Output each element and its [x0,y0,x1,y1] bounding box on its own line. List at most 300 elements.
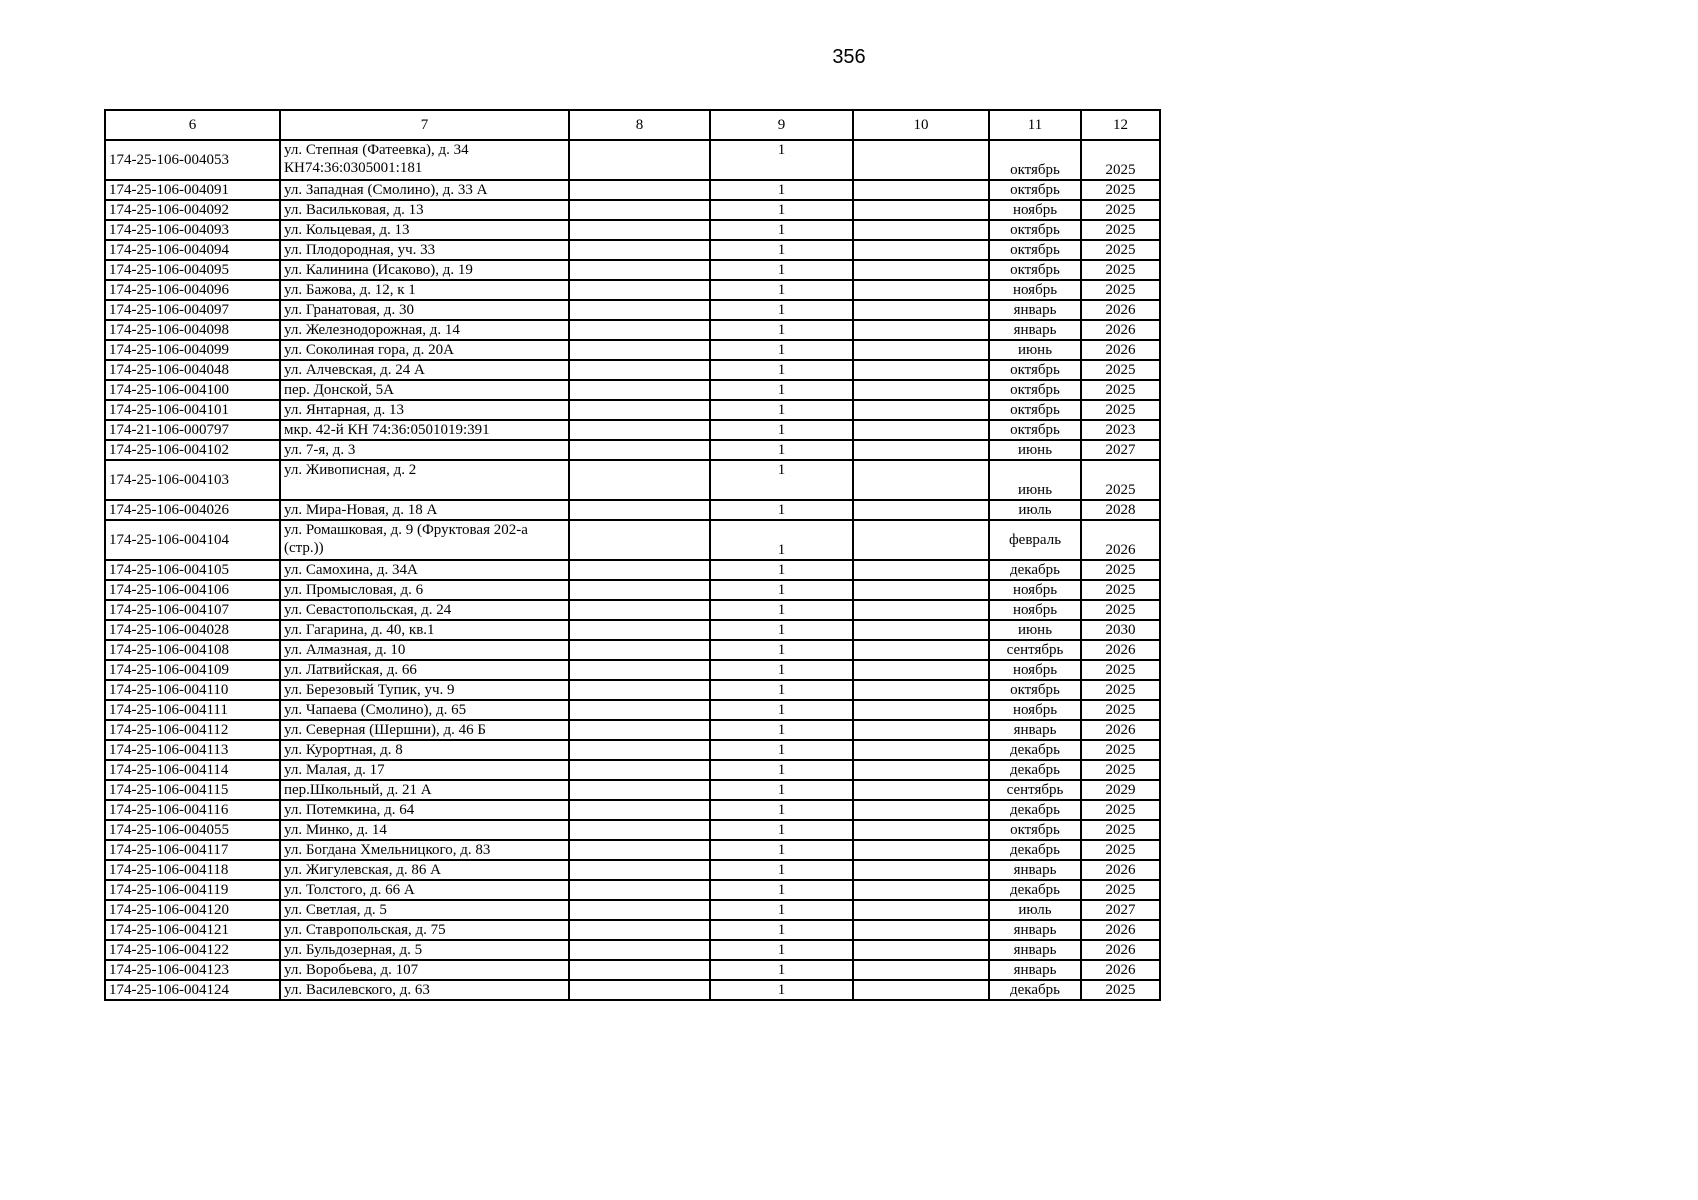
quantity-cell: 1 [710,580,853,600]
code-cell: 174-25-106-004028 [105,620,280,640]
empty-cell-8 [569,780,710,800]
table-row [105,200,1160,220]
empty-cell-8 [569,340,710,360]
quantity-cell: 1 [710,200,853,220]
code-cell: 174-25-106-004120 [105,900,280,920]
table-row [105,260,1160,280]
month-cell: октябрь [989,400,1081,420]
empty-cell-8 [569,600,710,620]
code-cell: 174-25-106-004116 [105,800,280,820]
address-cell: ул. Калинина (Исаково), д. 19 [280,260,569,280]
year-cell: 2026 [1081,640,1160,660]
address-cell: ул. Гагарина, д. 40, кв.1 [280,620,569,640]
quantity-cell: 1 [710,980,853,1000]
year-cell: 2025 [1081,560,1160,580]
empty-cell-10 [853,280,989,300]
quantity-cell: 1 [710,300,853,320]
empty-cell-8 [569,500,710,520]
month-cell: январь [989,920,1081,940]
quantity-cell: 1 [710,780,853,800]
code-cell: 174-25-106-004092 [105,200,280,220]
empty-cell-10 [853,840,989,860]
empty-cell-10 [853,760,989,780]
year-cell: 2025 [1081,220,1160,240]
empty-cell-10 [853,680,989,700]
quantity-cell: 1 [710,360,853,380]
month-cell: декабрь [989,980,1081,1000]
empty-cell-8 [569,400,710,420]
empty-cell-8 [569,520,710,560]
table-row [105,780,1160,800]
empty-cell-8 [569,620,710,640]
empty-cell-10 [853,320,989,340]
year-cell: 2023 [1081,420,1160,440]
code-cell: 174-25-106-004110 [105,680,280,700]
empty-cell-8 [569,320,710,340]
empty-cell-10 [853,900,989,920]
empty-cell-8 [569,860,710,880]
empty-cell-8 [569,580,710,600]
quantity-cell: 1 [710,400,853,420]
code-cell: 174-25-106-004114 [105,760,280,780]
code-cell: 174-25-106-004048 [105,360,280,380]
address-cell: ул. Янтарная, д. 13 [280,400,569,420]
code-cell: 174-25-106-004117 [105,840,280,860]
register-table [104,109,1161,1001]
year-cell: 2025 [1081,840,1160,860]
year-cell: 2026 [1081,920,1160,940]
month-cell: октябрь [989,380,1081,400]
empty-cell-8 [569,560,710,580]
year-cell: 2025 [1081,580,1160,600]
empty-cell-8 [569,280,710,300]
quantity-cell: 1 [710,340,853,360]
address-cell: ул. Березовый Тупик, уч. 9 [280,680,569,700]
empty-cell-8 [569,920,710,940]
table-row [105,620,1160,640]
address-cell: ул. 7-я, д. 3 [280,440,569,460]
quantity-cell: 1 [710,560,853,580]
address-cell: ул. Самохина, д. 34А [280,560,569,580]
quantity-cell: 1 [710,960,853,980]
address-cell: ул. Светлая, д. 5 [280,900,569,920]
year-cell: 2025 [1081,680,1160,700]
table-row [105,860,1160,880]
table-row [105,300,1160,320]
quantity-cell: 1 [710,180,853,200]
table-row [105,460,1160,500]
table-row [105,500,1160,520]
table-row [105,420,1160,440]
code-cell: 174-25-106-004106 [105,580,280,600]
empty-cell-10 [853,980,989,1000]
empty-cell-10 [853,360,989,380]
year-cell: 2025 [1081,360,1160,380]
month-cell: декабрь [989,560,1081,580]
quantity-cell: 1 [710,500,853,520]
year-cell: 2025 [1081,820,1160,840]
address-cell: ул. Бульдозерная, д. 5 [280,940,569,960]
empty-cell-10 [853,560,989,580]
table-row [105,880,1160,900]
year-cell: 2025 [1081,260,1160,280]
table-row [105,180,1160,200]
address-cell: ул. Ставропольская, д. 75 [280,920,569,940]
address-cell: ул. Промысловая, д. 6 [280,580,569,600]
code-cell: 174-25-106-004113 [105,740,280,760]
address-cell: ул. Мира-Новая, д. 18 А [280,500,569,520]
empty-cell-10 [853,300,989,320]
address-cell: ул. Живописная, д. 2 [280,460,569,500]
empty-cell-10 [853,800,989,820]
quantity-cell: 1 [710,640,853,660]
quantity-cell: 1 [710,840,853,860]
year-cell: 2026 [1081,320,1160,340]
address-cell: ул. Алмазная, д. 10 [280,640,569,660]
column-header: 8 [569,110,710,140]
code-cell: 174-25-106-004118 [105,860,280,880]
month-cell: октябрь [989,260,1081,280]
table-row [105,680,1160,700]
year-cell: 2026 [1081,960,1160,980]
empty-cell-10 [853,600,989,620]
quantity-cell: 1 [710,660,853,680]
month-cell: октябрь [989,180,1081,200]
code-cell: 174-21-106-000797 [105,420,280,440]
empty-cell-8 [569,640,710,660]
quantity-cell: 1 [710,800,853,820]
quantity-cell: 1 [710,920,853,940]
empty-cell-10 [853,880,989,900]
year-cell: 2028 [1081,500,1160,520]
quantity-cell: 1 [710,140,853,180]
empty-cell-8 [569,440,710,460]
empty-cell-10 [853,200,989,220]
address-cell: ул. Севастопольская, д. 24 [280,600,569,620]
year-cell: 2026 [1081,940,1160,960]
year-cell: 2025 [1081,280,1160,300]
empty-cell-10 [853,340,989,360]
month-cell: октябрь [989,240,1081,260]
month-cell: октябрь [989,360,1081,380]
year-cell: 2025 [1081,740,1160,760]
table-row [105,980,1160,1000]
column-header: 7 [280,110,569,140]
address-cell: ул. Малая, д. 17 [280,760,569,780]
year-cell: 2025 [1081,240,1160,260]
month-cell: июнь [989,460,1081,500]
empty-cell-8 [569,840,710,860]
address-cell: ул. Западная (Смолино), д. 33 А [280,180,569,200]
code-cell: 174-25-106-004091 [105,180,280,200]
empty-cell-8 [569,800,710,820]
quantity-cell: 1 [710,220,853,240]
code-cell: 174-25-106-004093 [105,220,280,240]
empty-cell-10 [853,940,989,960]
address-cell: ул. Богдана Хмельницкого, д. 83 [280,840,569,860]
empty-cell-10 [853,580,989,600]
year-cell: 2025 [1081,460,1160,500]
table-row [105,900,1160,920]
month-cell: ноябрь [989,600,1081,620]
month-cell: октябрь [989,820,1081,840]
month-cell: январь [989,860,1081,880]
code-cell: 174-25-106-004108 [105,640,280,660]
quantity-cell: 1 [710,320,853,340]
quantity-cell: 1 [710,820,853,840]
code-cell: 174-25-106-004096 [105,280,280,300]
empty-cell-10 [853,400,989,420]
address-cell: ул. Минко, д. 14 [280,820,569,840]
address-cell: ул. Бажова, д. 12, к 1 [280,280,569,300]
table-row [105,600,1160,620]
page-number: 356 [832,46,866,68]
table-row [105,840,1160,860]
empty-cell-10 [853,260,989,280]
year-cell: 2026 [1081,300,1160,320]
address-cell: ул. Латвийская, д. 66 [280,660,569,680]
empty-cell-8 [569,240,710,260]
empty-cell-8 [569,260,710,280]
code-cell: 174-25-106-004101 [105,400,280,420]
quantity-cell: 1 [710,240,853,260]
year-cell: 2027 [1081,440,1160,460]
quantity-cell: 1 [710,740,853,760]
empty-cell-8 [569,220,710,240]
empty-cell-8 [569,760,710,780]
empty-cell-8 [569,980,710,1000]
year-cell: 2026 [1081,340,1160,360]
year-cell: 2025 [1081,380,1160,400]
quantity-cell: 1 [710,440,853,460]
table-row [105,740,1160,760]
empty-cell-10 [853,780,989,800]
empty-cell-10 [853,620,989,640]
table-row [105,340,1160,360]
address-cell: ул. Алчевская, д. 24 А [280,360,569,380]
month-cell: январь [989,960,1081,980]
code-cell: 174-25-106-004102 [105,440,280,460]
empty-cell-10 [853,520,989,560]
address-cell: ул. Северная (Шершни), д. 46 Б [280,720,569,740]
year-cell: 2025 [1081,880,1160,900]
empty-cell-10 [853,660,989,680]
quantity-cell: 1 [710,620,853,640]
year-cell: 2025 [1081,760,1160,780]
empty-cell-10 [853,500,989,520]
year-cell: 2025 [1081,980,1160,1000]
table-row [105,660,1160,680]
empty-cell-10 [853,640,989,660]
address-cell: ул. Гранатовая, д. 30 [280,300,569,320]
empty-cell-8 [569,300,710,320]
column-header: 9 [710,110,853,140]
month-cell: декабрь [989,740,1081,760]
empty-cell-10 [853,240,989,260]
quantity-cell: 1 [710,460,853,500]
quantity-cell: 1 [710,260,853,280]
column-header: 6 [105,110,280,140]
quantity-cell: 1 [710,900,853,920]
code-cell: 174-25-106-004109 [105,660,280,680]
table-row [105,580,1160,600]
code-cell: 174-25-106-004099 [105,340,280,360]
address-cell: ул. Жигулевская, д. 86 А [280,860,569,880]
month-cell: январь [989,320,1081,340]
month-cell: январь [989,720,1081,740]
address-cell: ул. Потемкина, д. 64 [280,800,569,820]
code-cell: 174-25-106-004095 [105,260,280,280]
code-cell: 174-25-106-004121 [105,920,280,940]
quantity-cell: 1 [710,760,853,780]
quantity-cell: 1 [710,600,853,620]
month-cell: ноябрь [989,200,1081,220]
month-cell: январь [989,300,1081,320]
address-cell: мкр. 42-й КН 74:36:0501019:391 [280,420,569,440]
empty-cell-8 [569,680,710,700]
table-row [105,960,1160,980]
month-cell: декабрь [989,880,1081,900]
year-cell: 2025 [1081,180,1160,200]
quantity-cell: 1 [710,880,853,900]
table-row [105,360,1160,380]
code-cell: 174-25-106-004026 [105,500,280,520]
column-header: 12 [1081,110,1160,140]
month-cell: октябрь [989,420,1081,440]
quantity-cell: 1 [710,680,853,700]
empty-cell-8 [569,700,710,720]
year-cell: 2025 [1081,140,1160,180]
table-row [105,720,1160,740]
year-cell: 2025 [1081,200,1160,220]
year-cell: 2026 [1081,520,1160,560]
month-cell: октябрь [989,680,1081,700]
month-cell: ноябрь [989,280,1081,300]
empty-cell-8 [569,420,710,440]
empty-cell-10 [853,860,989,880]
quantity-cell: 1 [710,720,853,740]
address-cell: ул. Воробьева, д. 107 [280,960,569,980]
code-cell: 174-25-106-004123 [105,960,280,980]
table-row [105,440,1160,460]
code-cell: 174-25-106-004111 [105,700,280,720]
month-cell: ноябрь [989,580,1081,600]
quantity-cell: 1 [710,520,853,560]
address-cell: ул. Чапаева (Смолино), д. 65 [280,700,569,720]
code-cell: 174-25-106-004097 [105,300,280,320]
month-cell: декабрь [989,800,1081,820]
address-cell: пер. Донской, 5А [280,380,569,400]
month-cell: декабрь [989,840,1081,860]
empty-cell-10 [853,460,989,500]
month-cell: февраль [989,520,1081,560]
year-cell: 2026 [1081,720,1160,740]
empty-cell-10 [853,440,989,460]
code-cell: 174-25-106-004119 [105,880,280,900]
address-cell: ул. Толстого, д. 66 А [280,880,569,900]
month-cell: сентябрь [989,780,1081,800]
empty-cell-8 [569,940,710,960]
year-cell: 2025 [1081,700,1160,720]
table-row [105,320,1160,340]
address-cell: ул. Кольцевая, д. 13 [280,220,569,240]
table-row [105,760,1160,780]
table-row [105,280,1160,300]
code-cell: 174-25-106-004104 [105,520,280,560]
empty-cell-10 [853,960,989,980]
empty-cell-10 [853,180,989,200]
empty-cell-10 [853,820,989,840]
empty-cell-8 [569,140,710,180]
empty-cell-8 [569,660,710,680]
empty-cell-8 [569,740,710,760]
quantity-cell: 1 [710,280,853,300]
address-cell: ул. Железнодорожная, д. 14 [280,320,569,340]
empty-cell-8 [569,820,710,840]
table-row [105,400,1160,420]
code-cell: 174-25-106-004094 [105,240,280,260]
table-row [105,640,1160,660]
year-cell: 2025 [1081,600,1160,620]
empty-cell-10 [853,420,989,440]
month-cell: октябрь [989,140,1081,180]
empty-cell-8 [569,960,710,980]
code-cell: 174-25-106-004053 [105,140,280,180]
year-cell: 2025 [1081,660,1160,680]
month-cell: январь [989,940,1081,960]
month-cell: декабрь [989,760,1081,780]
empty-cell-8 [569,460,710,500]
address-cell: ул. Ромашковая, д. 9 (Фруктовая 202-а (стр.)) [280,520,569,560]
quantity-cell: 1 [710,860,853,880]
table-row [105,940,1160,960]
month-cell: ноябрь [989,700,1081,720]
empty-cell-10 [853,220,989,240]
quantity-cell: 1 [710,700,853,720]
address-cell: ул. Курортная, д. 8 [280,740,569,760]
table-row [105,520,1160,560]
year-cell: 2029 [1081,780,1160,800]
table-row [105,820,1160,840]
empty-cell-8 [569,720,710,740]
address-cell: ул. Васильковая, д. 13 [280,200,569,220]
address-cell: ул. Плодородная, уч. 33 [280,240,569,260]
column-header: 10 [853,110,989,140]
address-cell: пер.Школьный, д. 21 А [280,780,569,800]
table-row [105,560,1160,580]
month-cell: июль [989,500,1081,520]
month-cell: июнь [989,620,1081,640]
quantity-cell: 1 [710,940,853,960]
address-cell: ул. Степная (Фатеевка), д. 34 КН74:36:0305001:181 [280,140,569,180]
year-cell: 2026 [1081,860,1160,880]
month-cell: сентябрь [989,640,1081,660]
empty-cell-8 [569,360,710,380]
year-cell: 2025 [1081,800,1160,820]
quantity-cell: 1 [710,380,853,400]
table-row [105,700,1160,720]
code-cell: 174-25-106-004124 [105,980,280,1000]
empty-cell-10 [853,720,989,740]
table-row [105,240,1160,260]
month-cell: июль [989,900,1081,920]
code-cell: 174-25-106-004107 [105,600,280,620]
month-cell: июнь [989,340,1081,360]
empty-cell-8 [569,880,710,900]
code-cell: 174-25-106-004115 [105,780,280,800]
code-cell: 174-25-106-004100 [105,380,280,400]
address-cell: ул. Соколиная гора, д. 20А [280,340,569,360]
